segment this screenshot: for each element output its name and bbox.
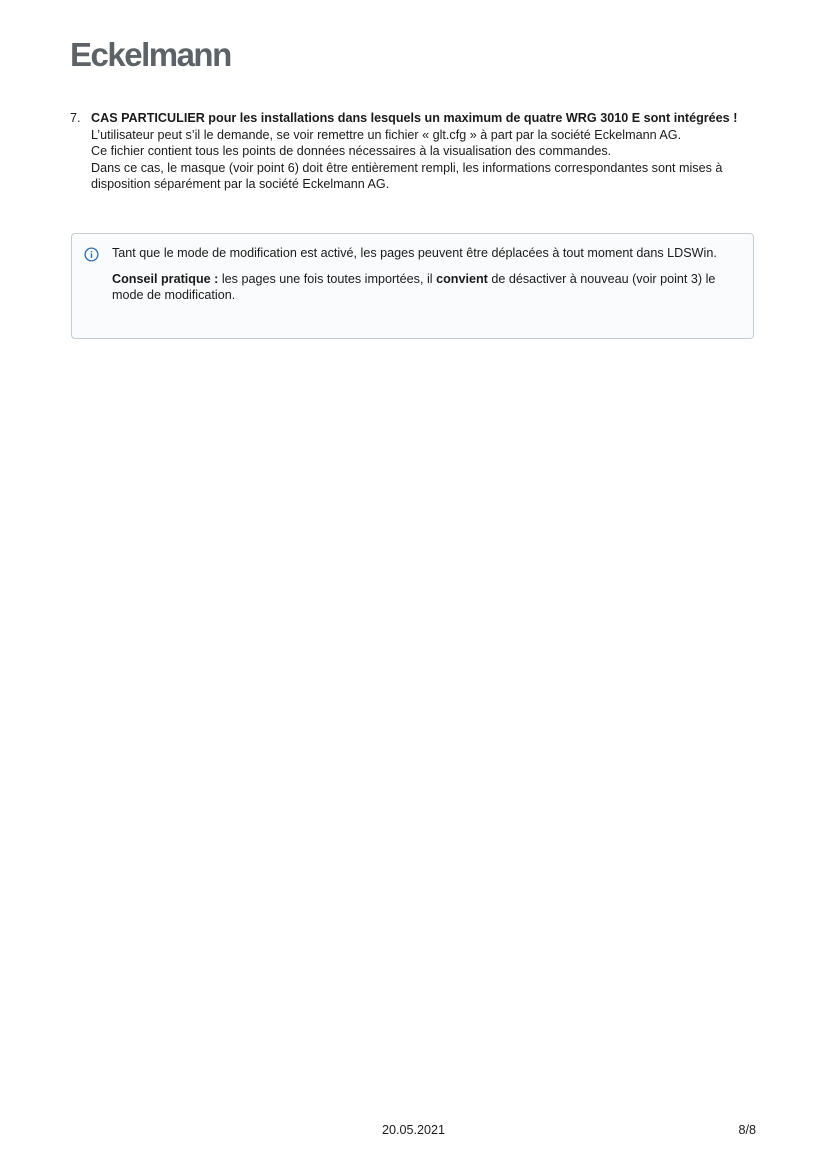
info-circle-icon — [84, 247, 99, 262]
info-text: Tant que le mode de modification est activé, les pages peuvent être déplacées à tout moment dans LDSWin. — [112, 246, 717, 260]
info-panel — [71, 233, 754, 339]
list-number: 7. — [70, 111, 81, 125]
section-heading: CAS PARTICULIER pour les installations dans lesquels un maximum de quatre WRG 3010 E sont intégrées ! — [91, 111, 738, 125]
info-content — [112, 245, 727, 304]
footer-date: 20.05.2021 — [381, 1123, 446, 1137]
paragraph-line-1: L’utilisateur peut s’il le demande, se voir remettre un fichier « glt.cfg » à part par la société Eckelmann AG. — [91, 127, 682, 142]
tip-emphasis: convient — [436, 271, 488, 286]
list-item-7 — [70, 110, 760, 193]
list-item-body — [91, 110, 760, 193]
company-logo: Eckelmann — [70, 36, 231, 73]
tip-label: Conseil pratique : — [112, 271, 219, 286]
tip-text-part1: les pages une fois toutes importées, il — [218, 271, 437, 286]
tip-text-part2: de désactiver à nouveau (voir point 3) le mode de modification. — [112, 271, 716, 302]
practical-tip — [112, 271, 727, 304]
page-number: 8/8 — [738, 1123, 756, 1137]
paragraph-line-2: Ce fichier contient tous les points de données nécessaires à la visualisation des commandes. — [91, 144, 612, 158]
paragraph-line-3: Dans ce cas, le masque (voir point 6) doit être entièrement rempli, les informations correspondantes sont mises à disposition séparément par la société Eckelmann AG. — [91, 160, 723, 191]
